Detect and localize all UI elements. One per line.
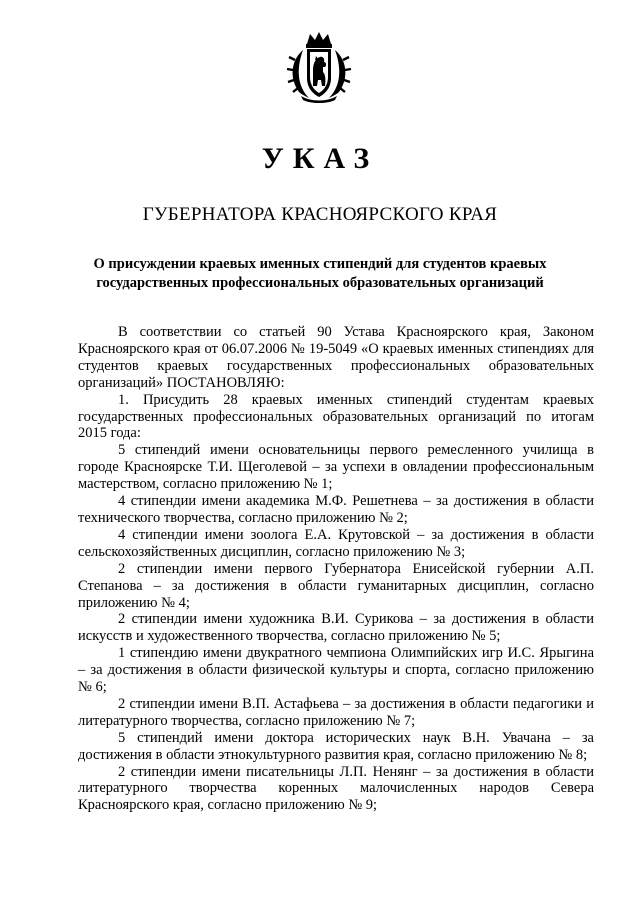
decree-subject	[60, 255, 580, 293]
scholarship-item: 2 стипендии имени писательницы Л.П. Ненянг – за достижения в области литературного творчества коренных малочисленных народов Севера Красноярского края, согласно приложению № 9;	[78, 763, 594, 814]
decree-subject-line-2: государственных профессиональных образовательных организаций	[96, 275, 544, 291]
scholarship-item: 2 стипендии имени первого Губернатора Енисейской губернии А.П. Степанова – за достижения в области гуманитарных дисциплин, согласно приложению № 4;	[78, 560, 594, 611]
scholarship-item: 4 стипендии имени академика М.Ф. Решетнева – за достижения в области технического творчества, согласно приложению № 2;	[78, 493, 594, 526]
decree-issuer: ГУБЕРНАТОРА КРАСНОЯРСКОГО КРАЯ	[142, 204, 498, 225]
scholarship-item: 2 стипендии имени художника В.И. Сурикова – за достижения в области искусств и художественного творчества, согласно приложению № 5;	[78, 611, 594, 645]
scholarship-item: 4 стипендии имени зоолога Е.А. Крутовской – за достижения в области сельскохозяйственных дисциплин, согласно приложению № 3;	[78, 526, 594, 560]
decree-body	[78, 324, 594, 814]
scholarship-item: 2 стипендии имени В.П. Астафьева – за достижения в области педагогики и литературного творчества, согласно приложению № 7;	[78, 695, 594, 729]
scholarship-item: 5 стипендий имени основательницы первого ремесленного училища в городе Красноярске Т.И. Щеголевой – за успехи в овладении профессиональным мастерством, согласно приложению № 1;	[78, 442, 594, 493]
decree-title: УКАЗ	[261, 142, 379, 175]
krasnoyarsk-coat-of-arms-icon	[285, 30, 353, 104]
decree-subject-line-1: О присуждении краевых именных стипендий для студентов краевых	[93, 256, 547, 272]
scholarship-item: 5 стипендий имени доктора исторических наук В.Н. Увачана – за достижения в области этнокультурного развития края, согласно приложению № 8;	[78, 729, 594, 763]
preamble-paragraph: В соответствии со статьей 90 Устава Красноярского края, Законом Красноярского края от 06.07.2006 № 19-5049 «О краевых именных стипендиях для студентов краевых государственных профессиональных образовательных организаций» ПОСТАНОВЛЯЮ:	[78, 324, 594, 391]
scholarship-item: 1 стипендию имени двукратного чемпиона Олимпийских игр И.С. Ярыгина – за достижения в области физической культуры и спорта, согласно приложению № 6;	[78, 645, 594, 696]
clause-1-paragraph: 1. Присудить 28 краевых именных стипендий студентам краевых государственных профессиональных образовательных организаций по итогам 2015 года:	[78, 391, 594, 442]
